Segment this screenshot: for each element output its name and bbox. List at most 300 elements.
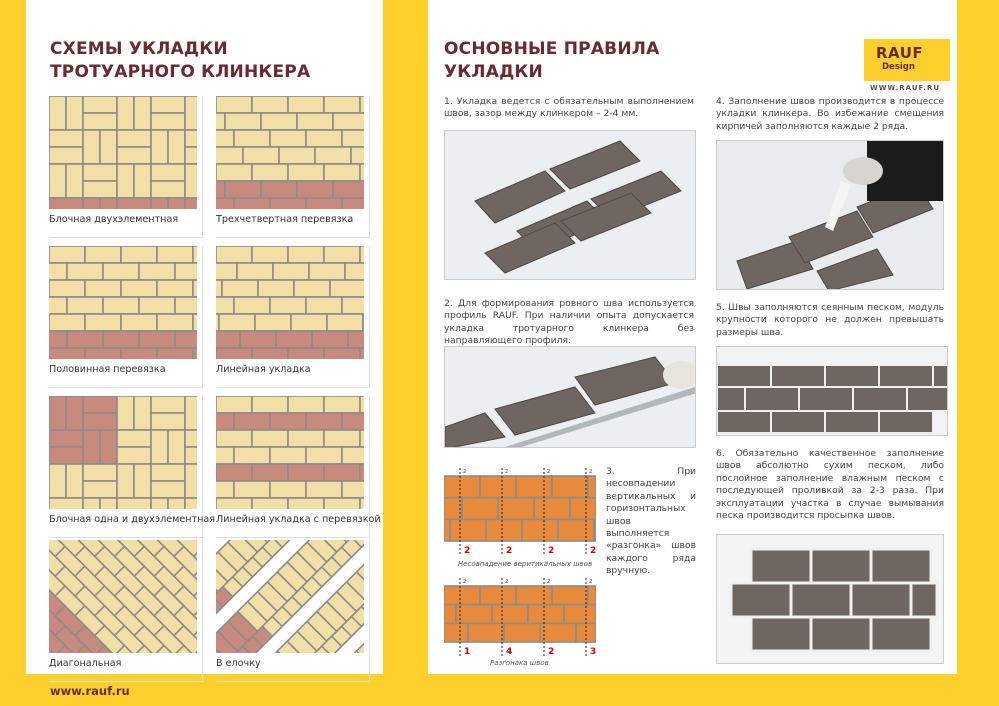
clinker-photo-4-icon [717,141,944,290]
pattern-diagonal [49,540,203,682]
brick [168,498,185,509]
gap-mark: 2 [547,579,551,585]
brick [288,396,324,413]
rule-1: 1. Укладка ведется с обязательным выполнением швов, зазор между клинкером – 2-4 мм. [444,96,694,120]
brick [333,181,364,198]
brick [216,540,223,547]
brick [276,331,312,348]
brick [342,447,364,464]
brick [67,331,103,348]
brick [216,348,252,359]
brick [333,113,364,130]
brick [324,430,360,447]
brick [168,130,185,164]
gap-mark: 2 [463,469,467,475]
brick [216,96,252,113]
brick [594,519,596,541]
joint-mark: 3 [590,647,596,657]
brick [342,198,364,209]
brick [327,314,363,331]
brick [486,519,522,541]
brick [360,164,364,181]
brick [49,430,83,447]
joint-mark: 2 [464,546,471,556]
diagram-caption: Несовпадение веритикальных швов [458,560,593,568]
pattern-caption: Линейная укладка [216,364,311,375]
brick [348,331,364,348]
brick [83,430,100,464]
brick [100,198,117,209]
brick [270,130,306,147]
brick [66,96,83,130]
brick [83,498,100,509]
brick [151,164,185,181]
brick [117,96,134,130]
brick [185,430,197,447]
brick [49,130,83,147]
brick [516,476,552,498]
brick [216,147,243,164]
brick [252,348,288,359]
brick [83,164,117,181]
brick [103,297,139,314]
brick [85,314,121,331]
brick [49,348,85,359]
website-link[interactable]: www.rauf.ru [50,684,130,698]
brick [291,314,327,331]
brick [216,464,252,481]
brick [49,198,83,209]
brick [185,164,197,198]
brick [139,331,175,348]
joint-mark: 2 [506,546,513,556]
pattern-caption: Половинная перевязка [49,364,166,375]
joint-mark: 2 [548,546,555,556]
brick [270,447,306,464]
brick [49,96,66,130]
pattern-caption: Линейная укладка с перевязкой [216,514,381,525]
brick [216,447,234,464]
rule-2: 2. Для формирования ровного шва используется профиль RAUF. При наличии опыта допускается укладка тротуарного клинкера без направляющего профиля. [444,298,694,347]
brick [225,113,261,130]
pattern-half-bond [49,246,203,388]
brick [134,464,151,498]
brick [117,164,134,198]
brick [117,198,151,209]
clinker-photo-2-icon [445,347,696,448]
brick [83,198,100,209]
brick [456,605,492,624]
brick [462,498,498,520]
brick [151,130,168,164]
brick [216,246,252,263]
brick [588,586,596,605]
brick [234,297,270,314]
joint-mark: 2 [590,546,596,556]
brick [297,181,333,198]
brick [288,498,324,509]
brick [558,519,594,541]
brick [360,396,364,413]
brick [216,113,225,130]
brick [252,396,288,413]
clinker-photo-5-icon [717,347,948,436]
brick [588,476,596,498]
brick [185,147,197,164]
photo-joint-gap [444,130,696,280]
brick [216,280,222,297]
brick [85,246,121,263]
brick [342,413,364,430]
brick [504,623,540,642]
gap-mark: 2 [505,579,509,585]
brick [117,464,134,498]
brick [157,348,193,359]
brick [342,130,364,147]
rule-6: 6. Обязательно качественное заполнение швов абсолютно сухим песком, либо послойное заполнение влажным песком с последующей проливкой за 2-3 раза. При эксплуатации участка в случае вымывания песка производится просыпка швов. [716,448,944,522]
brick [315,147,351,164]
brick [151,396,185,413]
brick [49,447,83,464]
gap-mark: 2 [547,469,551,475]
brick [306,447,342,464]
brick [219,314,255,331]
brick [134,396,151,430]
brick [49,280,85,297]
brick [444,476,480,498]
brick [185,96,197,130]
gap-mark: 2 [505,469,509,475]
pattern-linear-bond [216,396,381,538]
block-one-two-pattern [49,396,197,509]
brick [134,164,151,198]
brick [85,348,121,359]
brick [288,430,324,447]
pattern-caption: Диагональная [49,658,122,669]
brick [67,297,103,314]
brick [252,498,288,509]
brick [66,396,83,430]
brick [255,314,291,331]
brick [480,476,516,498]
photo-rauf-profile [444,346,696,448]
pattern-caption: В елочку [216,658,261,669]
brick [151,430,168,464]
brick [288,246,324,263]
brick [49,246,85,263]
brick [83,481,117,498]
brick [157,246,193,263]
brick [270,481,306,498]
gap-mark: 2 [589,579,593,585]
brick [234,447,270,464]
brick [151,181,185,198]
brick [157,314,193,331]
brick [270,198,306,209]
brick-diagram-2-icon [444,576,596,662]
brick [168,198,185,209]
brick [216,430,252,447]
brick [49,464,66,498]
pattern-three-quarter [216,96,370,238]
brick [216,164,252,181]
brick [444,623,468,642]
brick [444,498,462,520]
brick [222,280,258,297]
brick [360,430,364,447]
brick [103,331,139,348]
clinker-photo-6-icon [717,535,944,664]
brick [216,263,237,280]
brick [49,331,67,348]
rule-5: 5. Швы заполняются сеянным песком, модуль крупности которого не должен превышать размеры шва. [716,302,944,338]
brick [342,297,364,314]
brick [498,498,534,520]
brick [360,246,364,263]
brick [216,481,234,498]
pattern-herringbone [216,540,370,682]
brick [324,498,360,509]
brick [234,198,270,209]
brick [100,498,117,509]
brick [83,96,117,113]
brick [49,263,67,280]
brick [324,164,360,181]
brick [288,464,324,481]
brick [492,605,528,624]
brick [273,263,309,280]
brick [480,586,516,605]
brick [83,130,100,164]
brick [252,164,288,181]
brick [139,297,175,314]
brick [225,181,261,198]
brick [306,297,342,314]
gap-mark: 2 [589,469,593,475]
brick [49,164,66,198]
brick [66,164,83,198]
brick [345,263,364,280]
brick [185,396,197,430]
pattern-linear [216,246,370,388]
brick [288,96,324,113]
brick [151,464,185,481]
brick [185,498,197,509]
brick [570,498,596,520]
brick [234,413,270,430]
brick [324,96,360,113]
brick [216,396,252,413]
brick [534,498,570,520]
brick [252,96,288,113]
pattern-caption: Трехчетвертная перевязка [216,214,354,225]
brick [134,96,151,130]
brick [151,481,185,498]
block-two-pattern [49,96,197,209]
brick [216,331,240,348]
brick [552,476,588,498]
brick [306,481,342,498]
brick [444,519,450,541]
brick [360,498,364,509]
brick [261,181,297,198]
brick [306,413,342,430]
brick [66,464,83,498]
brick [330,280,364,297]
brick [216,198,234,209]
joint-mark: 1 [464,647,471,657]
brick [117,147,151,164]
brick [288,348,324,359]
brick [306,198,342,209]
joint-mark: 2 [548,647,555,657]
brick [444,605,456,624]
brick [193,348,197,359]
logo-badge [864,39,950,81]
brick [240,331,276,348]
brick [540,623,576,642]
brick [193,280,197,297]
brick [216,130,234,147]
brick [468,623,504,642]
brick [237,263,273,280]
brick [234,130,270,147]
brick [552,586,588,605]
brick [49,147,83,164]
pattern-caption: Блочная двухэлементная [49,214,179,225]
brick [117,447,151,464]
brick [216,297,234,314]
brick [288,164,324,181]
brick [139,263,175,280]
right-page-title: ОСНОВНЫЕ ПРАВИЛА УКЛАДКИ [444,39,660,82]
brick [306,130,342,147]
brick [234,481,270,498]
brick [185,198,197,209]
gap-mark: 2 [463,579,467,585]
brick [103,263,139,280]
pattern-block-one-two [49,396,216,538]
linear-bond-pattern [216,396,364,509]
brick [49,498,83,509]
brick [216,498,252,509]
brick [216,181,225,198]
brick [175,263,197,280]
brick [121,314,157,331]
herringbone-pattern [216,540,364,653]
joint-mark: 4 [506,647,513,657]
half-bond-pattern [49,246,197,359]
brick [175,297,197,314]
brick [450,519,486,541]
diagram-caption: Разгонака швов [490,659,549,667]
brick [258,280,294,297]
brick [151,96,185,113]
brick [49,297,67,314]
brick-diagram-1-icon [444,466,596,561]
brick [117,396,134,430]
pattern-block-two [49,96,203,238]
brick [157,280,193,297]
brick [151,113,185,130]
brick [522,519,558,541]
logo-url: WWW.RAUF.RU [870,84,941,92]
brick [309,263,345,280]
brick [100,130,117,164]
brick [85,280,121,297]
logo-design: Design [882,62,915,72]
brick [360,348,364,359]
clinker-photo-1-icon [445,131,696,280]
linear-pattern [216,246,364,359]
brick [49,396,66,430]
brick [324,246,360,263]
brick [351,147,364,164]
brick [324,348,360,359]
brick [243,147,279,164]
brick [83,181,117,198]
rule-4: 4. Заполнение швов производится в процессе укладки клинкера. Во избежание смещения кирпичей заполняются каждые 2 ряда. [716,96,944,132]
brick [83,464,117,481]
brick [151,498,168,509]
brick [117,498,151,509]
brick [193,246,197,263]
brick [185,447,197,464]
brick [49,314,85,331]
brick [360,96,364,113]
brick [297,113,333,130]
brick [360,464,364,481]
three-quarter-bond-pattern [216,96,364,209]
photo-sand-joints [716,346,948,436]
brick [67,263,103,280]
photo-filling-joints [716,140,944,290]
brick [117,130,151,147]
brick [444,586,480,605]
brick [270,297,306,314]
brick [528,605,564,624]
rule-3: 3. При несовпадении вертикальных и горизонтальных швов выполняется «разгонка» швов каждого ряда вручную. [606,466,696,577]
brick [121,280,157,297]
left-page-title: СХЕМЫ УКЛАДКИ ТРОТУАРНОГО КЛИНКЕРА [50,39,311,82]
brick [83,396,117,413]
brick [261,113,297,130]
logo-name: RAUF [876,44,924,62]
brick [83,113,117,130]
diagram-mismatched-joints [444,466,596,570]
brick [151,198,168,209]
brick [100,430,117,464]
brick [294,280,330,297]
brick [363,314,364,331]
brick [324,464,360,481]
diagram-joint-shift [444,576,596,672]
brick [121,246,157,263]
brick [564,605,596,624]
photo-finished-paving [716,534,944,664]
brick [151,413,185,430]
brick [252,464,288,481]
brick [324,396,360,413]
brick [270,413,306,430]
brick [83,413,117,430]
brick [175,331,197,348]
brick [168,430,185,464]
brick [516,586,552,605]
brick [342,481,364,498]
brick [279,147,315,164]
brick [312,331,348,348]
